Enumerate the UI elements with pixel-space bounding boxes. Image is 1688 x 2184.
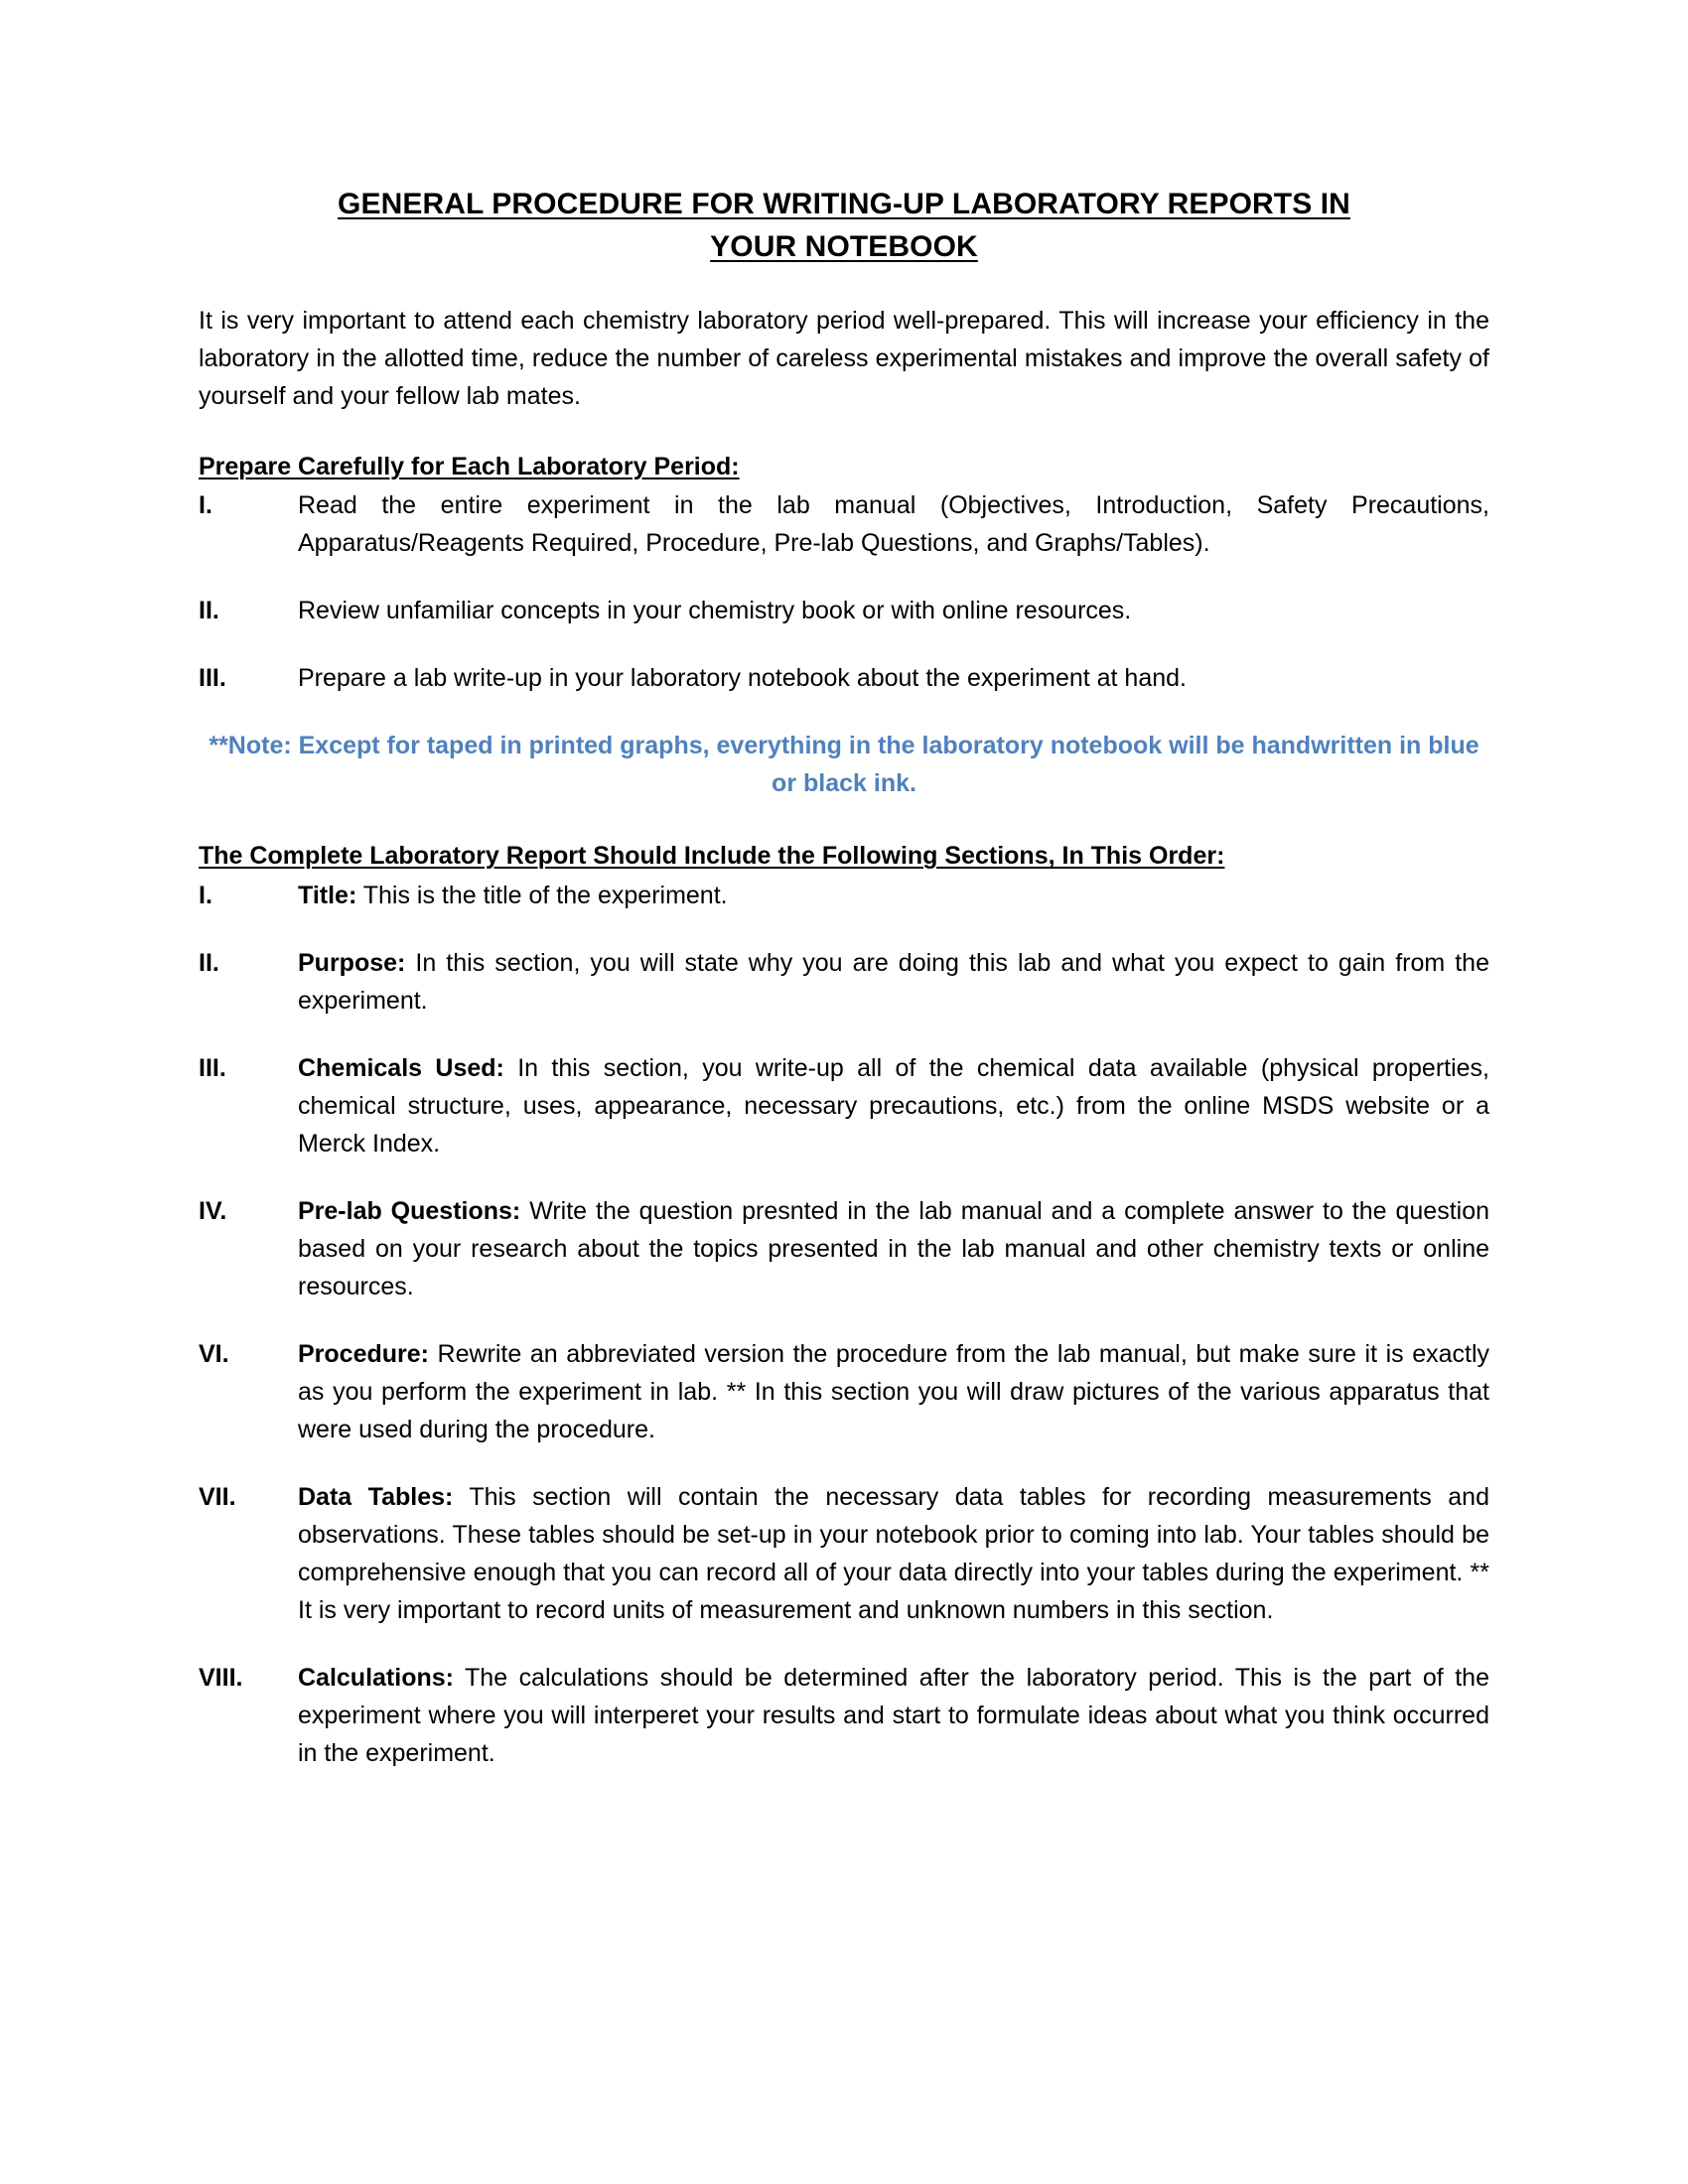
- list-item-numeral: III.: [199, 1053, 226, 1082]
- list-item: [199, 486, 1489, 562]
- list-item-text: Read the entire experiment in the lab manual (Objectives, Introduction, Safety Precautions, Apparatus/Reagents Required, Procedure, Pre-lab Questions, and Graphs/Tables).: [298, 491, 1489, 558]
- list-item: [199, 944, 1489, 1020]
- page-title: [199, 184, 1489, 268]
- list-item: [199, 877, 1489, 914]
- list-item: [199, 1049, 1489, 1162]
- handwriting-note: **Note: Except for taped in printed graphs, everything in the laboratory notebook will be handwritten in blue or black ink.: [209, 732, 1479, 798]
- list-item-numeral: II.: [199, 597, 219, 625]
- list-item: [199, 1192, 1489, 1305]
- list-item-label: Purpose:: [298, 948, 406, 977]
- page-title-line-1: GENERAL PROCEDURE FOR WRITING-UP LABORATORY REPORTS IN: [338, 188, 1350, 220]
- list-item-numeral: VI.: [199, 1339, 229, 1368]
- list-item-numeral: I.: [199, 881, 212, 909]
- prepare-list: [199, 486, 1489, 697]
- list-item: [199, 1659, 1489, 1772]
- list-item-text: Review unfamiliar concepts in your chemistry book or with online resources.: [298, 597, 1132, 625]
- list-item-text: In this section, you write-up all of the chemical data available (physical properties, chemical structure, uses, appearance, necessary precautions, etc.) from the online MSDS website or a Merck Index.: [298, 1053, 1489, 1158]
- list-item-numeral: I.: [199, 491, 212, 520]
- list-item-label: Procedure:: [298, 1339, 429, 1368]
- list-item-numeral: III.: [199, 664, 226, 693]
- list-item-text: This section will contain the necessary data tables for recording measurements and observations. These tables should be set-up in your notebook prior to coming into lab. Your tables should be comprehensive enough that you can record all of your data directly into your tables during the experiment. ** It is very important to record units of measurement and unknown numbers in this section.: [298, 1482, 1489, 1624]
- list-item-numeral: VIII.: [199, 1663, 243, 1692]
- list-item-numeral: VII.: [199, 1482, 236, 1511]
- page-title-line-2: YOUR NOTEBOOK: [710, 229, 978, 263]
- list-item: [199, 1335, 1489, 1448]
- list-item: [199, 1478, 1489, 1629]
- report-sections-list: [199, 877, 1489, 1772]
- section-heading-report: [199, 838, 1489, 874]
- section-heading-report-label: The Complete Laboratory Report Should Include the Following Sections, In This Order:: [199, 842, 1225, 871]
- list-item-text: Prepare a lab write-up in your laboratory notebook about the experiment at hand.: [298, 664, 1187, 693]
- list-item-numeral: II.: [199, 948, 219, 977]
- list-item: [199, 592, 1489, 629]
- list-item-text: This is the title of the experiment.: [356, 881, 728, 909]
- section-heading-prepare: [199, 449, 1489, 484]
- section-heading-prepare-label: Prepare Carefully for Each Laboratory Period:: [199, 453, 740, 481]
- list-item-label: Pre-lab Questions:: [298, 1196, 521, 1225]
- list-item-label: Data Tables:: [298, 1482, 454, 1511]
- list-item-label: Title:: [298, 881, 357, 909]
- list-item-text: In this section, you will state why you are doing this lab and what you expect to gain from the experiment.: [298, 948, 1489, 1015]
- list-item-text: The calculations should be determined after the laboratory period. This is the part of the experiment where you will interperet your results and start to formulate ideas about what you think occurred in the experiment.: [298, 1663, 1489, 1767]
- list-item-text: Rewrite an abbreviated version the procedure from the lab manual, but make sure it is exactly as you perform the experiment in lab. ** In this section you will draw pictures of the various apparatus that were used during the procedure.: [298, 1339, 1489, 1443]
- list-item-label: Calculations:: [298, 1663, 454, 1692]
- list-item-label: Chemicals Used:: [298, 1053, 504, 1082]
- list-item-numeral: IV.: [199, 1196, 227, 1225]
- intro-paragraph: It is very important to attend each chemistry laboratory period well-prepared. This will increase your efficiency in the laboratory in the allotted time, reduce the number of careless experimental mistakes and improve the overall safety of yourself and your fellow lab mates.: [199, 307, 1489, 411]
- list-item: [199, 659, 1489, 697]
- list-item-text: Write the question presnted in the lab manual and a complete answer to the question based on your research about the topics presented in the lab manual and other chemistry texts or online resources.: [298, 1196, 1490, 1300]
